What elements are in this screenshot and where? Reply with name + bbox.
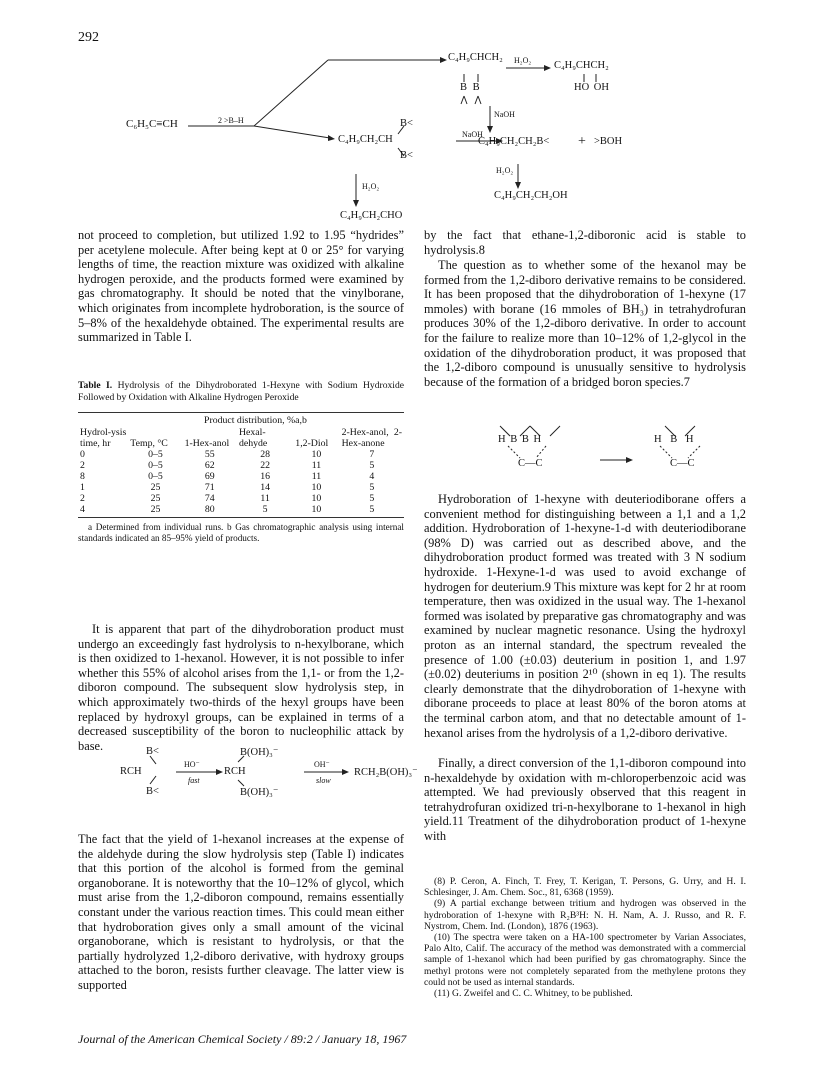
- table-cell: 69: [204, 471, 215, 482]
- footnote-11: (11) G. Zweifel and C. C. Whitney, to be published.: [434, 988, 633, 1000]
- table-group-header: Product distribution, %a,b: [204, 415, 307, 426]
- geminal-boron-2: B<: [400, 150, 413, 161]
- table-row: [78, 482, 404, 493]
- scheme-boronate-top: B(OH)₃⁻: [240, 747, 279, 758]
- bridged-boron-diagram: [480, 424, 720, 484]
- scheme-rch-start: RCH: [120, 766, 142, 777]
- plus-sign: +: [578, 134, 586, 149]
- table-1: [78, 380, 404, 544]
- upper-arrow-reagent: H₂O₂: [514, 56, 532, 65]
- table-cell: 25: [150, 504, 161, 515]
- hexaldehyde-product: C₄H₉CH₂CHO: [340, 210, 403, 221]
- table-cell: 10: [311, 504, 322, 515]
- table-cell: 5: [369, 482, 375, 493]
- scheme-rch-mid: RCH: [224, 766, 246, 777]
- upper-diol-hydroxyls: HO OH: [574, 82, 609, 93]
- table-cell: 11: [260, 493, 270, 504]
- geminal-diboron-product: C₄H₉CH₂CH: [338, 134, 393, 145]
- left-column-para-3: The fact that the yield of 1-hexanol increases at the expense of the aldehyde during the slow hydrolysis step (Table I) indicates that this portion of the alcohol is formed from the geminal organoborane. It is noteworthy that the 10–12% of glycol, which must arise from the 1,2-diboron compound, remains essentially constant under the various reaction times. This could mean either that hydroboration gives only a small amount of the vicinal organoborane, which is resistant to hydrolysis, or that the partially hydrolyzed 1,2-diboro derivative, with hydroxy groups attached to the boron, resists further cleavage. The latter view is supported: [78, 832, 404, 992]
- table-cell: 0–5: [148, 449, 163, 460]
- table-cell: 80: [204, 504, 215, 515]
- table-cell: 5: [369, 460, 375, 471]
- scheme-hydroxide-2: OH⁻: [314, 760, 330, 769]
- right-column-para-3: Hydroboration of 1-hexyne with deuteriodiborane offers a convenient method for distinguishing between a 1,1 and a 1,2 addition. Hydroboration of 1-hexyne-1-d with deuteriodiborane (98% D) was carried out as described above, and the dihydroboration product formed was treated with 3 N sodium hydroxide. 1-Hexyne-1-d was used to avoid exchange of hydrogen for deuterium.9 This mixture was kept for 2 hr at room temperature, then was oxidized in the usual way. The 1-hexanol formed was isolated by preparative gas chromatography and was examined by nuclear magnetic resonance. Using the hydroxyl proton as an internal standard, the spectrum revealed the presence of 1.00 (±0.03) deuterium in position 1, and 1.97 (±0.02) deuteriums in position 2¹⁰ (shown in eq 1). The results clearly demonstrate that the dihydroboration of 1-hexyne with diborane proceeds to place at least 80% of the boron atoms at the terminal carbon atom, and that no detectable amount of 1-hexanol arises from the hydrolysis of a 1,2-diboro derivative.: [424, 492, 746, 740]
- table-cell: 22: [260, 460, 271, 471]
- hexylborane-product: C₄H₉CH₂CH₂B<: [478, 136, 550, 147]
- table-cell: 2: [80, 493, 85, 504]
- table-cell: 0–5: [148, 471, 163, 482]
- table-cell: 11: [311, 471, 322, 482]
- table-cell: 16: [260, 471, 271, 482]
- scheme-slow-label: slow: [316, 776, 331, 785]
- table-cell: 10: [311, 493, 322, 504]
- table-row: [78, 449, 404, 460]
- table-cell: 25: [150, 493, 161, 504]
- naoh-down-label: NaOH: [494, 110, 515, 119]
- table-cell: 2: [80, 460, 85, 471]
- hexanol-product: C₄H₉CH₂CH₂OH: [494, 190, 568, 201]
- footnote-10: (10) The spectra were taken on a HA-100 spectrometer by Varian Associates, Palo Alto, Calif. The accuracy of the method was demonstrated with a commercial sample of 1-hexanol which had been purified by gas chromatography. Since the methyl protons were not completely separated from the methylene protons they could not be used as internal standards.: [424, 932, 746, 988]
- scheme-hydroxide-1: HO⁻: [184, 760, 200, 769]
- table-cell: 25: [150, 482, 161, 493]
- right-column-para-1: by the fact that ethane-1,2-diboronic acid is stable to hydrolysis.8: [424, 228, 746, 257]
- scheme-boronate-bottom: B(OH)₃⁻: [240, 787, 279, 798]
- right-column-para-4: Finally, a direct conversion of the 1,1-diboron compound into n-hexaldehyde by oxidation with m-chloroperbenzoic acid was attempted. We had previously observed that this reagent in tetrahydrofuran oxidized tri-n-hexylborane to 1-hexanol in high yield.11 Treatment of the dihydroboration product of 1-hexyne with: [424, 756, 746, 843]
- borinic-byproduct: >BOH: [594, 136, 623, 147]
- geminal-boron-1: B<: [400, 118, 413, 129]
- table-cell: 0: [80, 449, 85, 460]
- reactant-hexyne: C₆H₅C≡CH: [126, 118, 178, 130]
- naoh-right-label: NaOH: [462, 130, 483, 139]
- table-cell: 5: [369, 504, 375, 515]
- table-row: [78, 471, 404, 482]
- reaction-scheme-top: [78, 46, 738, 226]
- scheme-lines: [78, 46, 738, 226]
- table-cell: 28: [260, 449, 271, 460]
- reagent-borane: 2 >B–H: [218, 116, 244, 125]
- page-number: 292: [78, 30, 99, 45]
- bridge-right-atoms: H B H: [654, 434, 694, 445]
- table-cell: 5: [262, 504, 268, 515]
- table-body: [78, 449, 404, 515]
- upper-diboron-product: C₄H₉CHCH₂: [448, 52, 503, 63]
- footnotes: [424, 876, 746, 999]
- h2o2-down-label: H₂O₂: [496, 166, 514, 175]
- table-cell: 71: [204, 482, 215, 493]
- upper-diol-product: C₄H₉CHCH₂: [554, 60, 609, 71]
- table-cell: 8: [80, 471, 85, 482]
- table-cell: 4: [369, 471, 375, 482]
- table-row: [78, 460, 404, 471]
- bridge-right-cc: C—C: [670, 458, 695, 469]
- table-cell: 5: [369, 493, 375, 504]
- scheme-b-bottom: B<: [146, 786, 159, 797]
- table-cell: 10: [311, 449, 322, 460]
- table-caption: Table I. Hydrolysis of the Dihydroborated 1-Hexyne with Sodium Hydroxide Followed by Oxidation with Alkaline Hydrogen Peroxide: [78, 380, 405, 403]
- table-cell: 11: [311, 460, 322, 471]
- bridge-left-atoms: H B B H: [498, 434, 542, 445]
- table-cell: 0–5: [148, 460, 163, 471]
- table-data: [78, 427, 404, 515]
- table-cell: 1: [80, 482, 85, 493]
- table-cell: 55: [204, 449, 215, 460]
- table-row: [78, 493, 404, 504]
- reaction-scheme-hydrolysis: [118, 746, 418, 826]
- footnote-8: (8) P. Ceron, A. Finch, T. Frey, T. Kerigan, T. Persons, G. Urry, and H. I. Schlesinger, J. Am. Chem. Soc., 81, 6368 (1959).: [424, 876, 746, 899]
- left-column-para-2: It is apparent that part of the dihydroboration product must undergo an exceedingly fast hydrolysis to n-hexylborane, which is then oxidized to 1-hexanol. However, it is not possible to infer whether this 55% of alcohol arises from the 1,1- or from the 1,2-diboron compound. The subsequent slow hydrolysis step, in which approximately two-thirds of the hexyl groups have been replaced by hydroxyl groups, can be explained in terms of a decreased susceptibility of the boron to nucleophilic attack by base.: [78, 622, 404, 753]
- table-note: a Determined from individual runs. b Gas chromatographic analysis using internal standards indicated an 85–95% yield of products.: [78, 522, 404, 543]
- table-row: [78, 504, 404, 515]
- table-cell: 10: [311, 482, 322, 493]
- table-header-row: Hydrol-ysis time, hr Temp, °C 1-Hex-anol Hexal-dehyde 1,2-Diol 2-Hex-anol, 2-Hex-anone: [80, 427, 402, 449]
- h2o2-left-label: H₂O₂: [362, 182, 380, 191]
- table-cell: 62: [204, 460, 215, 471]
- table-cell: 7: [369, 449, 375, 460]
- table-cell: 4: [80, 504, 85, 515]
- scheme-fast-label: fast: [188, 776, 200, 785]
- table-cell: 74: [204, 493, 215, 504]
- footnote-9: (9) A partial exchange between tritium and hydrogen was observed in the hydroboration of 1-hexyne with R₂B³H: N. H. Nam, A. J. Russo, and R. F. Nystrom, Chem. Ind. (London), 1876 (1963).: [424, 898, 746, 932]
- journal-footer: Journal of the American Chemical Society / 89:2 / January 18, 1967: [78, 1032, 407, 1046]
- scheme-final-product: RCH₂B(OH)₃⁻: [354, 767, 418, 778]
- left-column-para-1: not proceed to completion, but utilized 1.92 to 1.95 “hydrides” per acetylene molecule. After being kept at 0 or 25° for varying lengths of time, the reaction mixture was oxidized with alkaline hydrogen peroxide, and the products formed were examined by gas chromatography. It should be noted that the vinylborane, which originates from incomplete hydroboration, is the source of 5–8% of the hexaldehyde obtained. The experimental results are summarized in Table I.: [78, 228, 404, 345]
- bridge-left-cc: C—C: [518, 458, 543, 469]
- upper-boron-atoms: B B: [460, 82, 480, 93]
- scheme-b-top: B<: [146, 746, 159, 757]
- table-cell: 14: [260, 482, 271, 493]
- right-column-para-2: The question as to whether some of the hexanol may be formed from the 1,2-diboro derivative remains to be considered. It has been proposed that the dihydroboration of 1-hexyne (17 mmoles) with borane (16 mmoles of BH₃) in tetrahydrofuran produces 30% of the 1,2-diboro derivative. In order to account for the failure to realize more than 10–12% of 1,2-glycol in the oxidation of the dihydroboration product, it was proposed that the 1,2-diboro compound is unusually sensitive to hydrolysis because of the formation of a bridged boron species.7: [424, 258, 746, 389]
